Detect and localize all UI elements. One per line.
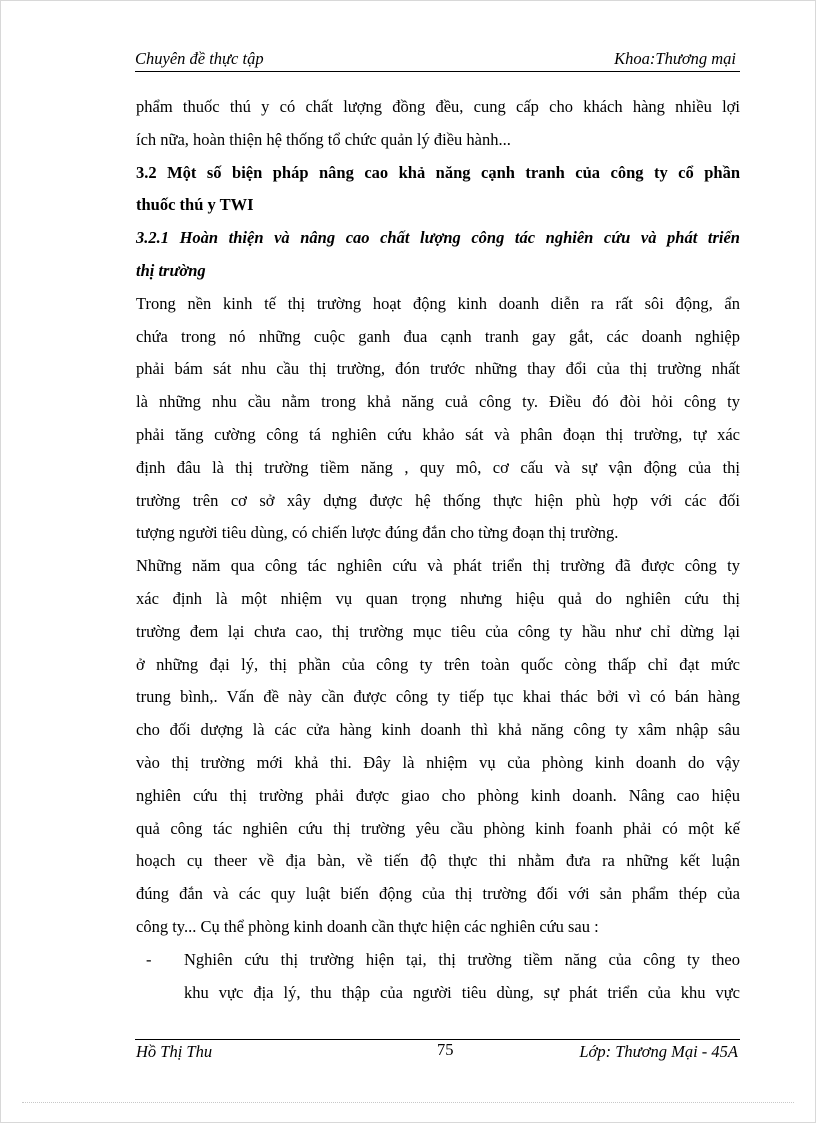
paragraph-line: hoạch cụ theer về địa bàn, về tiến độ thực thi nhằm đưa ra những kết luận bbox=[136, 851, 740, 871]
section-heading: 3.2 Một số biện pháp nâng cao khả năng cạnh tranh của công ty cổ phần bbox=[136, 162, 740, 182]
paragraph-line: xác định là một nhiệm vụ quan trọng nhưng hiệu quả do nghiên cứu thị bbox=[136, 588, 740, 608]
paragraph-line: nghiên cứu thị trường phải được giao cho phòng kinh doanh. Nâng cao hiệu bbox=[136, 785, 740, 805]
bullet-line: khu vực địa lý, thu thập của người tiêu dùng, sự phát triển của khu vực bbox=[184, 982, 740, 1002]
paragraph-line: trường đem lại chưa cao, thị trường mục tiêu của công ty hầu như chỉ dừng lại bbox=[136, 621, 740, 641]
header-right-faculty: Khoa:Thương mại bbox=[614, 49, 736, 68]
subsection-heading: 3.2.1 Hoàn thiện và nâng cao chất lượng công tác nghiên cứu và phát triển bbox=[136, 228, 740, 248]
page-number: 75 bbox=[437, 1040, 454, 1059]
paragraph-line: phải bám sát nhu cầu thị trường, đón trước những thay đổi của thị trường nhất bbox=[136, 359, 740, 379]
paragraph-line: Trong nền kinh tế thị trường hoạt động kinh doanh diễn ra rất sôi động, ẩn bbox=[136, 293, 740, 313]
paragraph-line: vào thị trường mới khả thi. Đây là nhiệm vụ của phòng kinh doanh do vậy bbox=[136, 752, 740, 772]
paragraph-line: tượng người tiêu dùng, có chiến lược đúng đắn cho từng đoạn thị trường. bbox=[136, 523, 619, 543]
paragraph-line: ích nữa, hoàn thiện hệ thống tổ chức quản lý điều hành... bbox=[136, 129, 511, 149]
header-left-title: Chuyên đề thực tập bbox=[135, 49, 264, 68]
paragraph-line: trường trên cơ sở xây dựng được hệ thống thực hiện phù hợp với các đối bbox=[136, 490, 740, 510]
bullet-dash: - bbox=[146, 949, 152, 969]
footer-class: Lớp: Thương Mại - 45A bbox=[579, 1042, 738, 1061]
paragraph-line: ở những đại lý, thị phần của công ty trên toàn quốc còng thấp chỉ đạt mức bbox=[136, 654, 740, 674]
paragraph-line: đúng đắn và các quy luật biến động của thị trường đối với sản phẩm thép của bbox=[136, 884, 740, 904]
page-bottom-dotted-line bbox=[22, 1102, 794, 1103]
paragraph-line: quả công tác nghiên cứu thị trường yêu cầu phòng kinh foanh phải có một kế bbox=[136, 818, 740, 838]
paragraph-line: chứa trong nó những cuộc ganh đua cạnh tranh gay gắt, các doanh nghiệp bbox=[136, 326, 740, 346]
paragraph-line: trung bình,. Vấn đề này cần được công ty tiếp tục khai thác bởi vì có bán hàng bbox=[136, 687, 740, 707]
section-heading: thuốc thú y TWI bbox=[136, 195, 254, 215]
subsection-heading: thị trường bbox=[136, 260, 206, 280]
paragraph-line: phẩm thuốc thú y có chất lượng đồng đều, cung cấp cho khách hàng nhiều lợi bbox=[136, 97, 740, 116]
footer-author: Hồ Thị Thu bbox=[136, 1042, 213, 1061]
paragraph-line: phải tăng cường công tá nghiên cứu khảo sát và phân đoạn thị trường, tự xác bbox=[136, 424, 740, 444]
body-text bbox=[136, 91, 740, 1009]
paragraph-line: công ty... Cụ thể phòng kinh doanh cần thực hiện các nghiên cứu sau : bbox=[136, 916, 599, 936]
bullet-line: Nghiên cứu thị trường hiện tại, thị trường tiềm năng của công ty theo bbox=[184, 949, 740, 969]
paragraph-line: Những năm qua công tác nghiên cứu và phát triển thị trường đã được công ty bbox=[136, 556, 740, 576]
bullet-item bbox=[136, 944, 740, 977]
paragraph-line: là những nhu cầu nằm trong khả năng cuả công ty. Điều đó đòi hỏi công ty bbox=[136, 392, 740, 412]
running-header bbox=[135, 49, 740, 72]
bullet-item-continuation bbox=[136, 977, 740, 1010]
paragraph-line: cho đối dượng là các cửa hàng kinh doanh thì khả năng công ty xâm nhập sâu bbox=[136, 720, 740, 740]
paragraph-line: định đâu là thị trường tiềm năng , quy mô, cơ cấu và sự vận động của thị bbox=[136, 457, 740, 477]
